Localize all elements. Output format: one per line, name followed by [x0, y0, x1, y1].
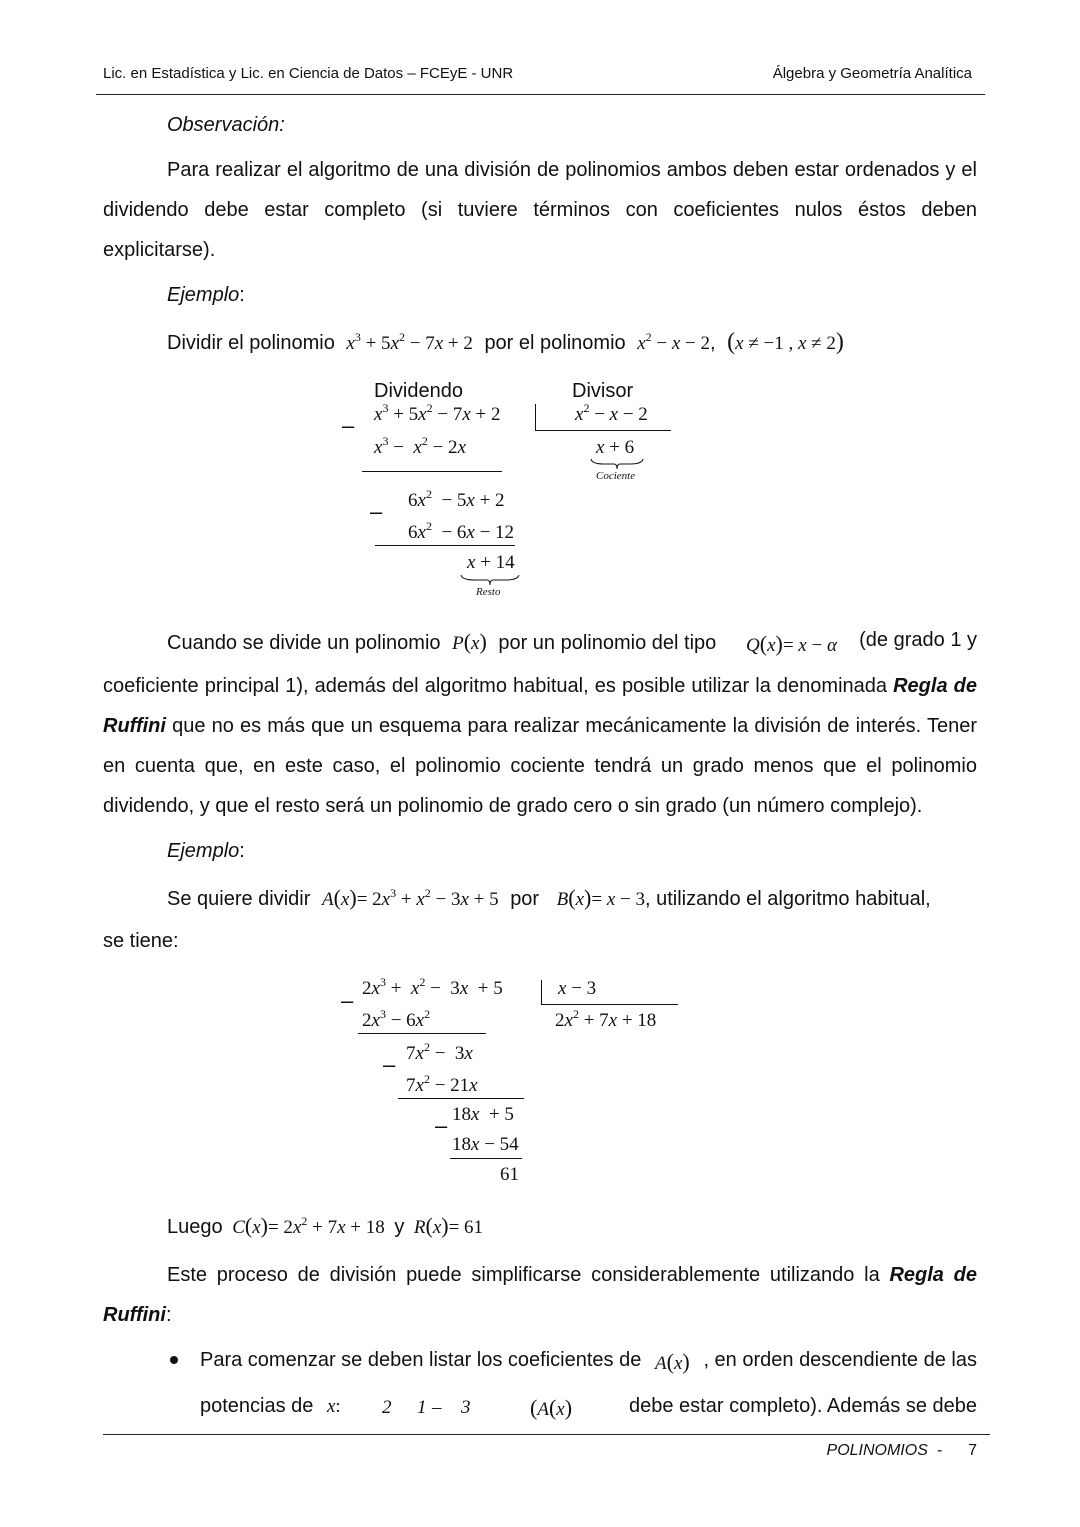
- x-var: x:: [326, 1396, 341, 1417]
- regla-de-ruffini-bold: Regla de Ruffini: [103, 675, 977, 737]
- bullet-line2-start: potencias de x:: [200, 1395, 341, 1417]
- div2-rule-2: [398, 1098, 524, 1099]
- div2-divisor-rule: [541, 1004, 678, 1005]
- divisor-label: Divisor: [572, 380, 634, 402]
- div2-row-subtract-2: $7x^2 - 21x$: [406, 1072, 478, 1096]
- ruffini-intro-line1: Cuando se divide un polinomio P(x) por un polinomio del tipo: [167, 629, 717, 654]
- condition-expression: (x ≠ −1 , x ≠ 2): [727, 329, 844, 355]
- bullet-line2-end: (A(x) debe estar completo). Además se debe: [530, 1395, 977, 1420]
- a-of-x-ref-2: (A(x): [530, 1395, 573, 1420]
- regla-de-ruffini-bold-2: Regla de Ruffini: [103, 1264, 978, 1326]
- div1-rule-2: [375, 545, 515, 546]
- div2-minus-3: –: [435, 1113, 448, 1138]
- ruffini-paragraph: coeficiente principal 1), además del algoritmo habitual, es posible utilizar la denominada Regla de Ruffini que no es más que un esquema para realizar mecánicamente la división de interés. Tener en cuenta que, en este caso, el polinomio cociente tendrá un grado menos que el polinomio dividendo, y que el resto será un polinomio de grado cero o sin grado (un número complejo).: [103, 675, 977, 817]
- b-of-x: B(x)= x − 3: [556, 885, 645, 910]
- div1-minus-2: –: [370, 499, 383, 524]
- div1-divisor-rule: [535, 430, 671, 431]
- div2-rule-1: [358, 1033, 486, 1034]
- div2-remainder: 61: [500, 1164, 519, 1185]
- resto-label: Resto: [476, 586, 501, 598]
- div2-minus-1: –: [341, 988, 354, 1013]
- header-right: Álgebra y Geometría Analítica: [772, 65, 972, 82]
- r-of-x: R(x)= 61: [413, 1213, 484, 1238]
- q-of-x: Q(x)= x − α: [746, 631, 837, 656]
- divisor-expression: $x^2 - x - 2$: [637, 330, 711, 354]
- div1-row-remainder-1: $6x^2 - 5x + 2$: [408, 487, 505, 511]
- div1-divisor-bracket: [535, 404, 536, 430]
- ruffini-intro-line1-end: (de grado 1 y: [859, 629, 977, 651]
- div2-row-remainder-2: 18x + 5: [452, 1104, 514, 1125]
- simplifica-paragraph: Este proceso de división puede simplificarse considerablemente utilizando la Regla de Ruffini:: [103, 1264, 978, 1326]
- a-of-x: $A(x)= 2x^3 + x^2 - 3x + 5$: [321, 885, 499, 910]
- coef-4: 3: [461, 1397, 471, 1418]
- div1-row-subtract-1: $x^3 - x^2 - 2x$: [374, 434, 466, 458]
- observacion-text: Para realizar el algoritmo de una división de polinomios ambos deben estar ordenados y el dividendo debe estar completo (si tuviere términos con coeficientes nulos éstos deben explicitarse).: [103, 159, 977, 261]
- div1-remainder: x + 14: [467, 552, 515, 573]
- dividend-expression: $x^3 + 5x^2 - 7x + 2$: [346, 330, 473, 354]
- coef-3: –: [432, 1397, 442, 1418]
- footer-divider: [103, 1434, 990, 1435]
- header-divider: [96, 94, 985, 95]
- div2-minus-2: –: [383, 1052, 396, 1077]
- coef-1: 2: [382, 1397, 392, 1418]
- div1-divisor: $x^2 - x - 2$: [575, 401, 648, 425]
- div2-quotient: $2x^2 + 7x + 18$: [555, 1007, 657, 1031]
- c-of-x: $C(x)= 2x^2 + 7x + 18$: [232, 1213, 385, 1238]
- div2-divisor-bracket: [541, 980, 542, 1004]
- ejemplo2-statement: Se quiere dividir $A(x)= 2x^3 + x^2 - 3x + 5$ por B(x)= x − 3, utilizando el algoritmo habitual,: [167, 885, 931, 910]
- div1-remainder-brace: [460, 574, 520, 586]
- div2-row-dividend: $2x^3 + x^2 - 3x + 5$: [362, 975, 503, 999]
- div1-row-subtract-2: $6x^2 - 6x - 12$: [408, 519, 515, 543]
- div1-quotient: x + 6: [596, 437, 635, 458]
- ejemplo1-statement: Dividir el polinomio $x^3 + 5x^2 - 7x + 2$ por el polinomio $x^2 - x - 2$, (x ≠ −1 , x ≠ 2): [167, 329, 844, 355]
- div2-row-remainder-1: $7x^2 - 3x$: [406, 1040, 473, 1064]
- div1-minus-1: –: [342, 413, 355, 438]
- header-left: Lic. en Estadística y Lic. en Ciencia de Datos – FCEyE - UNR: [103, 65, 514, 82]
- footer: POLINOMIOS - 7: [826, 1442, 977, 1459]
- div1-rule-1: [362, 471, 502, 472]
- ejemplo2-label: Ejemplo:: [167, 840, 245, 862]
- p-of-x: P(x): [452, 629, 487, 654]
- ejemplo1-label: Ejemplo:: [167, 284, 245, 306]
- page-number: 7: [968, 1442, 977, 1459]
- dividendo-label: Dividendo: [374, 380, 463, 402]
- observacion-paragraph: [103, 150, 977, 270]
- div1-quotient-brace: [590, 458, 644, 470]
- div2-rule-3: [450, 1158, 522, 1159]
- luego-statement: Luego $C(x)= 2x^2 + 7x + 18$ y R(x)= 61: [167, 1213, 484, 1238]
- a-of-x-ref: A(x): [655, 1349, 690, 1374]
- div1-row-dividend: $x^3 + 5x^2 - 7x + 2$: [374, 401, 501, 425]
- div2-row-subtract-3: 18x − 54: [452, 1134, 519, 1155]
- ejemplo2-se-tiene: se tiene:: [103, 930, 179, 952]
- cociente-label: Cociente: [596, 470, 636, 482]
- div2-divisor: x − 3: [558, 978, 597, 999]
- observacion-title: Observación:: [167, 114, 285, 136]
- div2-row-subtract-1: $2x^3 - 6x^2$: [362, 1007, 431, 1031]
- bullet-icon: [170, 1356, 178, 1364]
- coef-2: 1: [417, 1397, 427, 1418]
- bullet-line1: Para comenzar se deben listar los coeficientes de A(x) , en orden descendiente de las: [200, 1349, 977, 1374]
